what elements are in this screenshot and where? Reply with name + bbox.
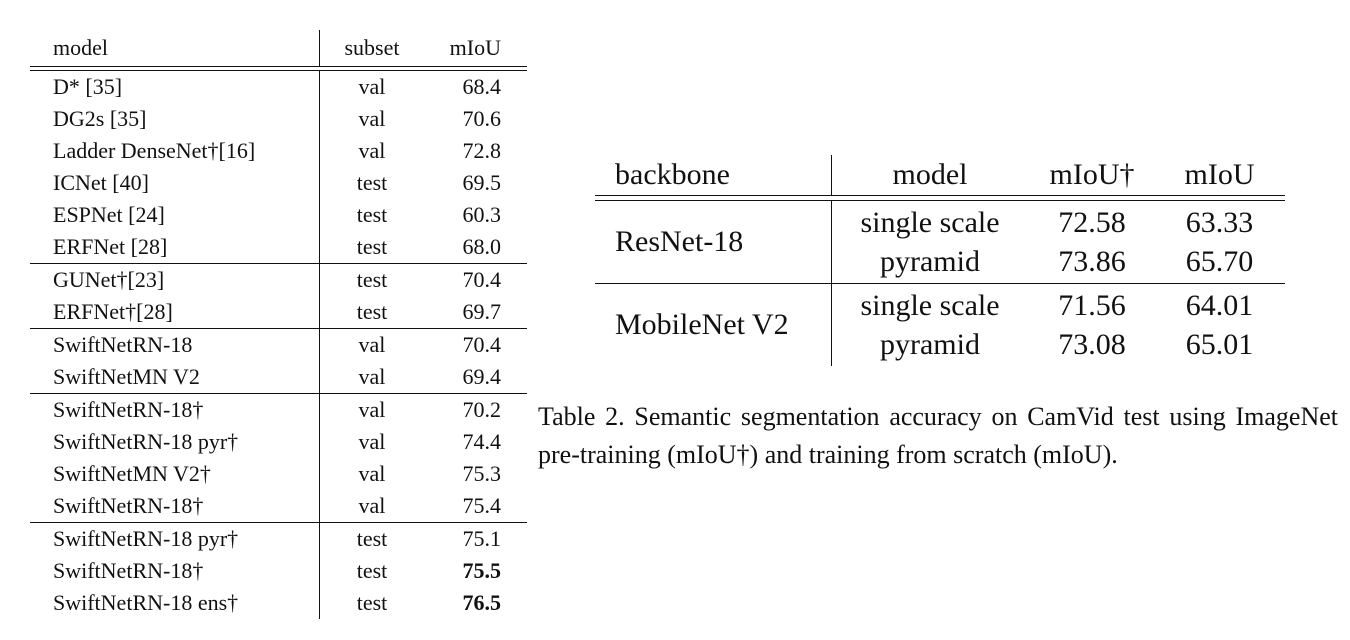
cell-miou: 72.8 <box>462 138 501 163</box>
table-header-row <box>595 155 1285 195</box>
table-row <box>30 135 527 167</box>
table-row <box>30 199 527 231</box>
cell-miou: 65.01 <box>1185 327 1254 361</box>
cell-model: ICNet [40] <box>30 167 320 199</box>
cell-subset: val <box>358 493 386 518</box>
cell-miou-dagger: 73.86 <box>1058 244 1126 278</box>
cell-miou: 69.5 <box>462 170 501 195</box>
table-row <box>832 325 1283 364</box>
table-row <box>30 458 527 490</box>
cell-subset: test <box>356 202 388 227</box>
cell-subset: val <box>358 397 386 422</box>
cell-miou: 70.6 <box>462 106 501 131</box>
header-subset: subset <box>344 35 400 60</box>
cell-model: ERFNet†[28] <box>30 296 320 328</box>
cell-subset: val <box>358 332 386 357</box>
table-header-row <box>30 30 527 66</box>
cell-miou: 75.1 <box>462 526 501 551</box>
table-row <box>30 555 527 587</box>
cell-miou: 70.2 <box>462 397 501 422</box>
cell-miou: 75.3 <box>462 461 501 486</box>
table-body <box>30 71 527 619</box>
cell-model: D* [35] <box>30 71 320 103</box>
table-row <box>30 296 527 328</box>
table-row <box>30 426 527 458</box>
cell-miou: 64.01 <box>1185 288 1254 322</box>
table-row <box>30 167 527 199</box>
cell-model: ERFNet [28] <box>30 231 320 263</box>
header-backbone: backbone <box>595 155 832 195</box>
cell-model: single scale <box>860 205 1000 239</box>
cell-miou-dagger: 73.08 <box>1058 327 1126 361</box>
cell-miou: 60.3 <box>462 202 501 227</box>
cell-subset: test <box>356 526 388 551</box>
cell-miou: 75.4 <box>462 493 501 518</box>
table-caption: Table 2. Semantic segmentation accuracy on CamVid test using ImageNet pre-training (mIoU†) and training from scratch (mIoU). <box>538 402 1338 469</box>
cell-miou: 65.70 <box>1185 244 1254 278</box>
cell-subset: test <box>356 267 388 292</box>
cell-model: SwiftNetRN-18 ens† <box>30 587 320 619</box>
cell-model: SwiftNetRN-18 pyr† <box>30 523 320 555</box>
cell-subset: test <box>356 558 388 583</box>
cell-miou: 69.4 <box>462 364 501 389</box>
header-model: model <box>30 30 320 66</box>
table-row <box>832 286 1283 325</box>
cell-subset: val <box>358 364 386 389</box>
cell-subset: val <box>358 74 386 99</box>
cell-miou: 76.5 <box>462 590 501 615</box>
cell-model: GUNet†[23] <box>30 264 320 296</box>
table-row <box>832 242 1283 281</box>
header-model: model <box>892 158 968 191</box>
table-row <box>30 328 527 361</box>
cell-subset: val <box>358 138 386 163</box>
table-row <box>30 522 527 555</box>
cell-subset: test <box>356 299 388 324</box>
cell-model: SwiftNetRN-18† <box>30 555 320 587</box>
table-row <box>832 203 1283 242</box>
group-rows <box>832 284 1283 366</box>
cell-subset: test <box>356 234 388 259</box>
cell-miou: 74.4 <box>462 429 501 454</box>
cell-miou: 68.0 <box>462 234 501 259</box>
cell-model: SwiftNetRN-18 <box>30 329 320 361</box>
cell-miou-dagger: 71.56 <box>1058 288 1126 322</box>
cell-model: DG2s [35] <box>30 103 320 135</box>
cell-model: ESPNet [24] <box>30 199 320 231</box>
cell-model: SwiftNetRN-18† <box>30 394 320 426</box>
table-body <box>595 201 1285 366</box>
cell-model: Ladder DenseNet†[16] <box>30 135 320 167</box>
cell-model: pyramid <box>880 244 980 278</box>
results-table <box>30 30 527 619</box>
cell-model: pyramid <box>880 327 980 361</box>
cell-model: SwiftNetRN-18 pyr† <box>30 426 320 458</box>
table-row <box>30 71 527 103</box>
header-miou-dagger: mIoU† <box>1049 158 1135 191</box>
cell-subset: test <box>356 170 388 195</box>
backbone-group <box>595 283 1285 366</box>
cell-model: single scale <box>860 288 1000 322</box>
cell-miou-dagger: 72.58 <box>1058 205 1126 239</box>
camvid-table <box>595 155 1285 366</box>
cell-miou: 63.33 <box>1185 205 1254 239</box>
table-row <box>30 231 527 263</box>
group-rows <box>832 201 1283 283</box>
table-row <box>30 103 527 135</box>
cell-subset: test <box>356 590 388 615</box>
cell-subset: val <box>358 461 386 486</box>
table-row <box>30 263 527 296</box>
table-row <box>30 361 527 393</box>
table-row <box>30 393 527 426</box>
header-miou: mIoU <box>1184 158 1255 191</box>
cell-model: SwiftNetMN V2† <box>30 458 320 490</box>
table-row <box>30 587 527 619</box>
cell-miou: 69.7 <box>462 299 501 324</box>
cell-miou: 70.4 <box>462 267 501 292</box>
header-miou: mIoU <box>449 35 501 60</box>
cell-model: SwiftNetMN V2 <box>30 361 320 393</box>
cell-miou: 68.4 <box>462 74 501 99</box>
cell-backbone: ResNet-18 <box>595 201 832 283</box>
table-row <box>30 490 527 522</box>
cell-miou: 75.5 <box>462 558 501 583</box>
cell-miou: 70.4 <box>462 332 501 357</box>
cell-backbone: MobileNet V2 <box>595 284 832 366</box>
cell-subset: val <box>358 429 386 454</box>
cell-model: SwiftNetRN-18† <box>30 490 320 522</box>
cell-subset: val <box>358 106 386 131</box>
backbone-group <box>595 201 1285 283</box>
